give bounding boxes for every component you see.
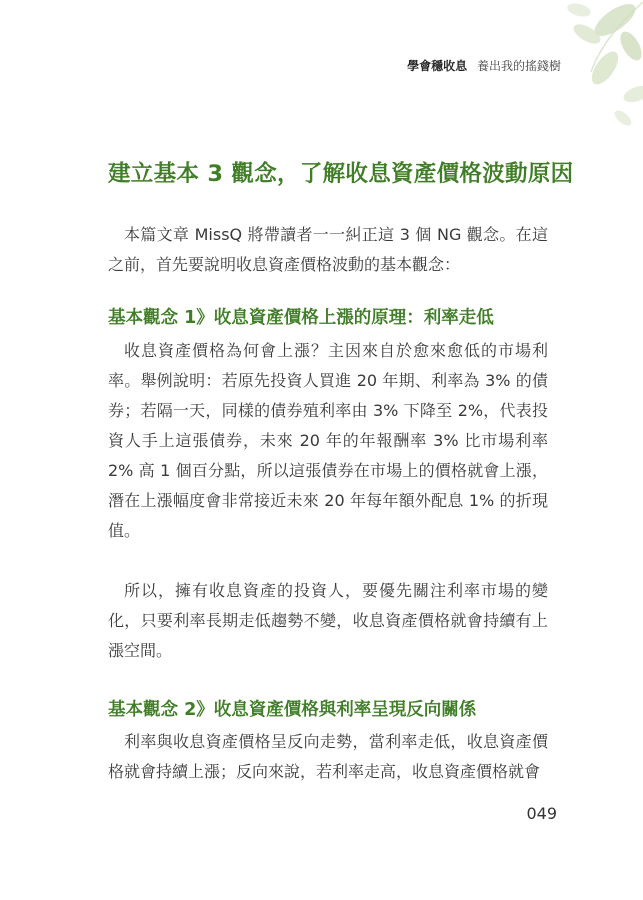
intro-paragraph: 本篇文章 MissQ 將帶讀者一一糾正這 3 個 NG 觀念。在這之前，首先要說明收息資產價格波動的基本觀念： bbox=[108, 225, 548, 275]
section-2-paragraph-1: 利率與收息資產價格呈反向走勢，當利率走低，收息資產價格就會持續上漲；反向來說，若利率走高，收息資產價格就會 bbox=[108, 732, 548, 782]
article-body bbox=[108, 160, 574, 787]
running-header bbox=[407, 57, 561, 74]
leaf-branch-icon bbox=[503, 0, 643, 150]
section-1-paragraph-2: 所以，擁有收息資產的投資人，要優先關注利率市場的變化，只要利率長期走低趨勢不變，收息資產價格就會持續有上漲空間。 bbox=[108, 580, 548, 660]
section-1-paragraph-1: 收息資產價格為何會上漲？主因來自於愈來愈低的市場利率。舉例說明：若原先投資人買進 20 年期、利率為 3% 的債券；若隔一天，同樣的債券殖利率由 3% 下降至 2%，代表投資人手上這張債券，未來 20 年的年報酬率 3% 比市場利率 2% 高 1 個百分點，所以這張債券在市場上的價格就會上漲，潛在上漲幅度會非常接近未來 20 年每年額外配息 1% 的折現值。 bbox=[108, 340, 548, 540]
section-heading-2: 基本觀念 2》收息資產價格與利率呈現反向關係 bbox=[108, 699, 477, 720]
book-subtitle: 養出我的搖錢樹 bbox=[476, 59, 561, 73]
section-heading-1: 基本觀念 1》收息資產價格上漲的原理：利率走低 bbox=[108, 308, 494, 329]
page-number: 049 bbox=[526, 804, 557, 823]
book-title: 學會穩收息 bbox=[407, 59, 468, 73]
main-heading: 建立基本 3 觀念，了解收息資產價格波動原因 bbox=[108, 161, 574, 187]
